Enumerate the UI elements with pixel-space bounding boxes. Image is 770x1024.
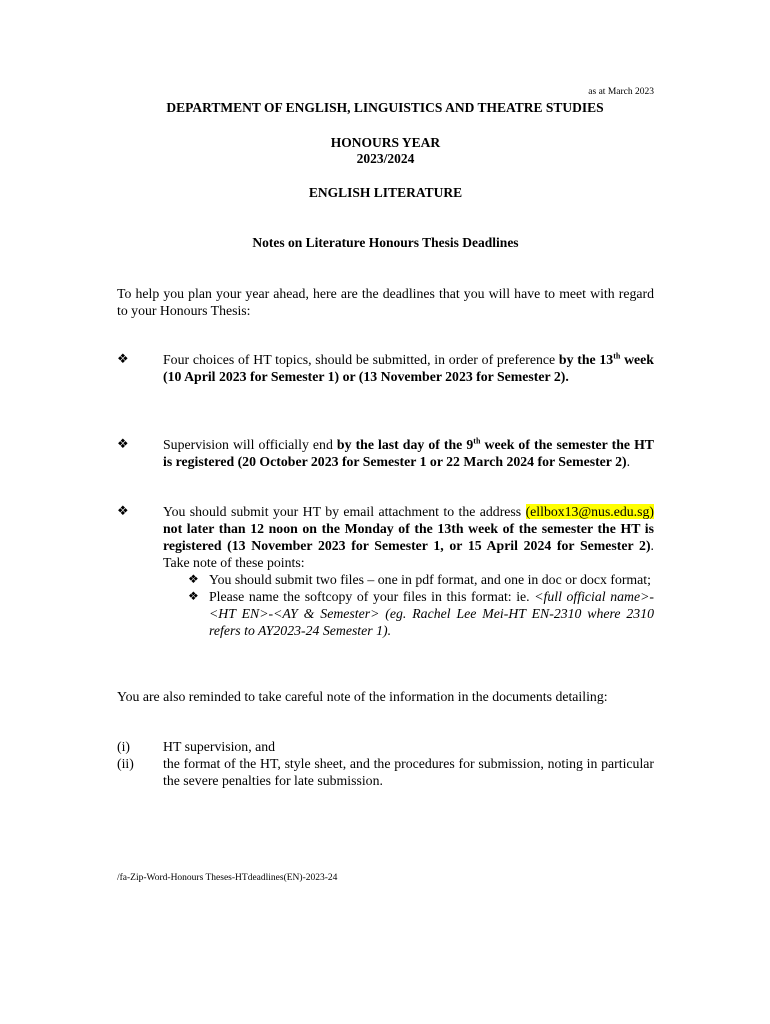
list-item: (i) HT supervision, and — [117, 739, 276, 754]
bullet-diamond-icon: ❖ — [117, 503, 129, 518]
bullet-diamond-icon: ❖ — [117, 351, 129, 366]
sub-bullet-file-naming: ❖ Please name the softcopy of your files in this format: ie. <full official name>-<HT EN>-<AY & Semester> (eg. Rachel Lee Mei-HT EN-2310 where 2310 refers to AY2023-24 Semester 1). — [188, 589, 655, 638]
footer-file-path: /fa-Zip-Word-Honours Theses-HTdeadlines(EN)-2023-24 — [117, 873, 338, 883]
department-heading: DEPARTMENT OF ENGLISH, LINGUISTICS AND THEATRE STUDIES — [166, 100, 604, 115]
bullet-supervision-end: Supervision will officially end by the last day of the 9th week of the semester the HT is registered (20 October 2023 for Semester 1 or 22 March 2024 for Semester 2). — [163, 436, 655, 469]
academic-year: 2023/2024 — [356, 151, 415, 166]
notes-title: Notes on Literature Honours Thesis Deadlines — [252, 235, 519, 250]
documents-list — [117, 738, 654, 789]
sub-bullet-two-files: ❖ You should submit two files – one in pdf format, and one in doc or docx format; — [188, 572, 651, 587]
bullet-topic-choices: Four choices of HT topics, should be submitted, in order of preference by the 13th week (10 April 2023 for Semester 1) or (13 November 2023 for Semester 2). — [163, 351, 654, 384]
bullet-diamond-icon: ❖ — [117, 436, 129, 451]
subject-heading: ENGLISH LITERATURE — [308, 185, 463, 200]
intro-paragraph: To help you plan your year ahead, here are the deadlines that you will have to meet with regard to your Honours Thesis: — [117, 286, 654, 318]
email-address-link[interactable]: (ellbox13@nus.edu.sg) — [525, 504, 654, 519]
bullet-submission: You should submit your HT by email attachment to the address (ellbox13@nus.edu.sg) not later than 12 noon on the Monday of the 13th week of the semester the HT is registered (13 November 2023 for Semester 1, or 15 April 2024 for Semester 2). Take note of these points: ❖ You should submit two files – one in pdf format, and one in doc or docx format; ❖ Please name the softcopy of your files in this format: ie. <full official name>-<HT EN>-<AY & Semester> (eg. Rachel Lee Mei-HT EN-2310 where 2310 refers to AY2023-24 Semester 1). — [163, 504, 655, 638]
as-at-date: as at March 2023 — [588, 87, 654, 97]
sub-bullet-diamond-icon: ❖ — [188, 572, 199, 586]
reminder-paragraph: You are also reminded to take careful note of the information in the documents detailing: — [117, 689, 608, 704]
list-item: (ii) the format of the HT, style sheet, and the procedures for submission, noting in particular the severe penalties for late submission. — [117, 756, 654, 788]
honours-year-heading: HONOURS YEAR — [330, 135, 441, 150]
sub-bullet-diamond-icon: ❖ — [188, 589, 199, 603]
